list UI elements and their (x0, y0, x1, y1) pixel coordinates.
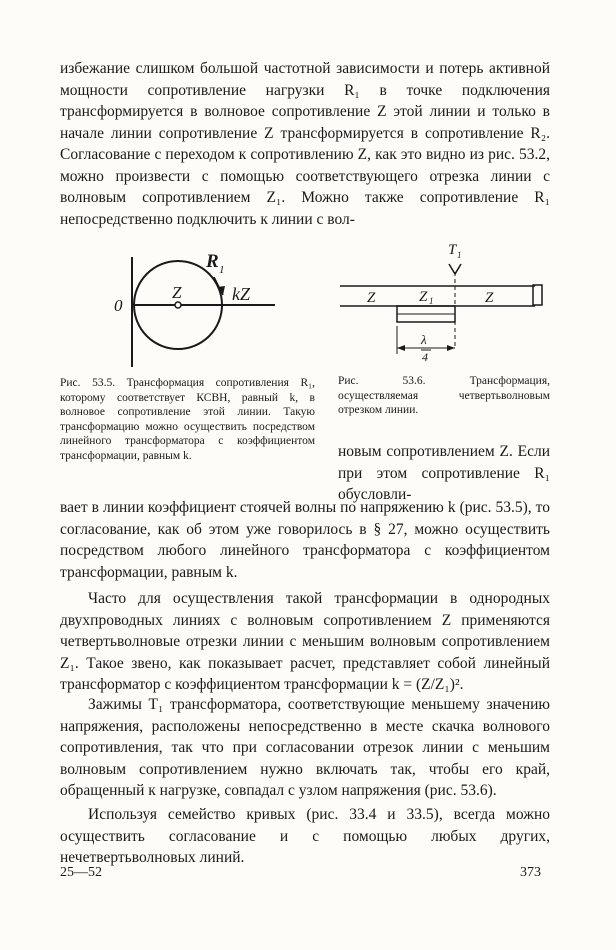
kz-label: kZ (232, 284, 250, 304)
paragraph-5: Используя семейство кривых (рис. 33.4 и 33.5), всегда можно осуществить согласование и с помощью любых других, нечетвертьволновых линий. (60, 806, 550, 866)
paragraph-4: Зажимы T₁ трансформатора, соответствующие меньшему значению напряжения, расположены непосредственно в месте скачка волнового сопротивления, так что при согласовании отрезок линии с меньшим волновым сопротивлением нужно включать так, чтобы его край, обращенный к нагрузке, совпадал с узлом напряжения (рис. 53.6). (60, 696, 550, 799)
dimension-arrow-right (447, 345, 455, 351)
lambda-label: λ (421, 332, 427, 347)
load-resistor (533, 285, 542, 305)
z-left-label: Z (367, 290, 376, 306)
center-point (175, 302, 181, 308)
t1-label: T (448, 242, 457, 258)
page-number: 373 (520, 865, 541, 880)
paragraph-1: избежание слишком большой частотной зависимости и потерь активной мощности сопротивление нагрузки R₁ в точке подключения трансформируется в волновое сопротивление Z этой линии и только в начале линии сопротивление Z трансформируется в сопротивление R₂. Согласование с переходом к сопротивлению Z, как это видно из рис. 53.2, можно произвести с помощью соответствующего отрезка линии с волновым сопротивлением Z₁. Можно также сопротивление R₁ непосредственно подключить к линии с вол- (60, 60, 550, 228)
figure-53-6 (335, 238, 550, 363)
z-right-label: Z (485, 290, 494, 306)
center-label: Z (172, 283, 182, 302)
caption-53-6: Рис. 53.6. Трансформация, осуществляемая четвертьволновым отрезком линии. (338, 375, 550, 416)
paragraph-2b: вает в линии коэффициент стоячей волны по напряжению k (рис. 53.5), то согласование, как об этом уже говорилось в § 27, можно осуществить посредством любого линейного трансформатора с коэффициентом трансформации, равным k. (60, 499, 550, 581)
four-label: 4 (422, 350, 428, 363)
r1-subscript: 1 (219, 264, 225, 276)
r1-label: R (206, 251, 219, 272)
paragraph-2a: новым сопротивлением Z. Если при этом сопротивление R₁ обусловли- (338, 443, 550, 503)
caption-53-5: Рис. 53.5. Трансформация сопротивления R₁, которому соответствует КСВН, равный k, в волновое сопротивление этой линии. Такую трансформацию можно осуществить посредством линейного трансформатора с коэффициентом трансформации, равным k. (60, 377, 315, 462)
z1-label: Z (419, 289, 428, 305)
dimension-arrow-left (397, 345, 405, 351)
figure-53-5 (110, 245, 280, 370)
z1-subscript: 1 (429, 296, 434, 306)
paragraph-3: Часто для осуществления такой трансформации в однородных двухпроводных линиях с волновым сопротивлением Z применяются четвертьволновые отрезки линии с меньшим волновым сопротивлением Z₁. Такое звено, как показывает расчет, представляет собой линейный трансформатор с коэффициентом трансформации k = (Z/Z₁)². (60, 590, 550, 693)
origin-label: 0 (114, 296, 123, 315)
footer-signature: 25—52 (60, 865, 102, 880)
t1-subscript: 1 (457, 250, 462, 260)
